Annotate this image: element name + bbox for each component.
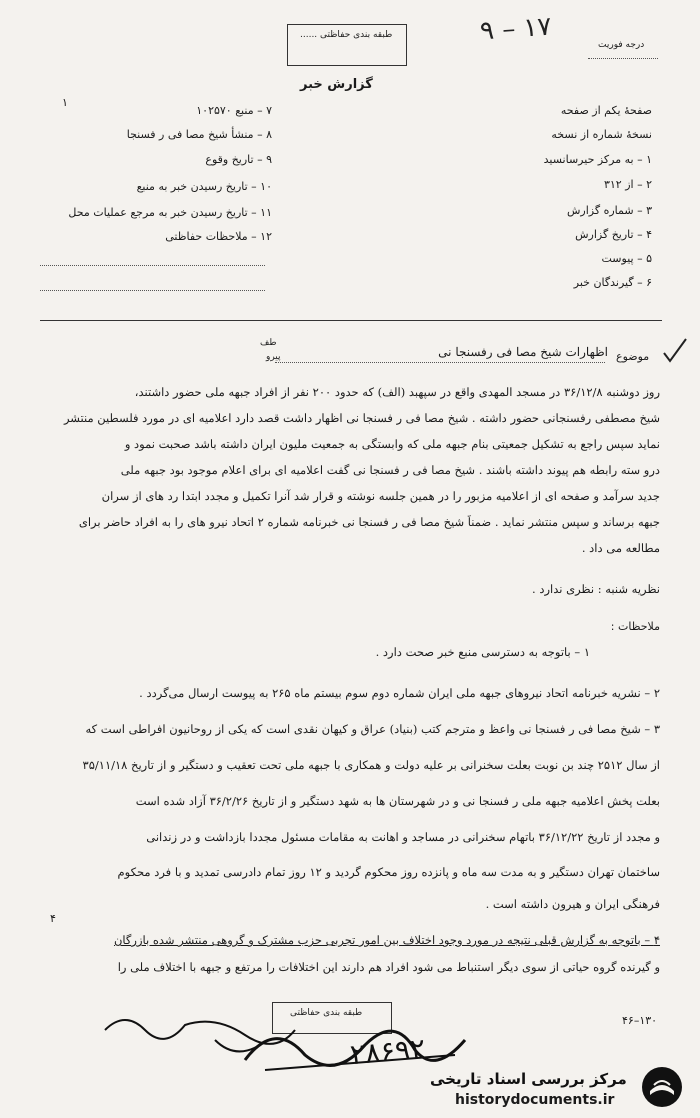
field-event-date: ۹ – تاریخ وقوع [205,153,272,166]
field-to: ۱ – به مرکز حیرسانسید [543,153,652,166]
field-source: ۷ – منبع ۱۰۲۵۷۰ [196,104,272,117]
handwritten-top-code: ۹ – ۱۷ [479,11,553,47]
urgency-dots [588,58,658,59]
field-report-number: ۳ – شماره گزارش [566,204,652,217]
body-line: درو سته رابطه هم پیوند داشته باشند . شیخ مصا فی ر فسنجا نی گفت اعلامیه ای برای اعلام موجود بود جبهه ملی [120,463,660,477]
notes-dots-1 [40,265,265,266]
note-line: از سال ۲۵۱۲ چند بن نوبت بعلت سخنرانی بر علیه دولت و همکاری با جبهه ملی تحت تعقیب و دستگیر و از تاریخ ۳۵/۱۱/۱۸ [82,758,660,772]
doc-code: ۴۶–۱۳۰ [622,1014,658,1027]
note-line: ساختمان تهران دستگیر و به مدت سه ماه و پانزده روز محکوم گردید و ۱۲ روز تمام دادرسی تمدید و با فرد محکوم [117,865,660,879]
urgency-label: درجه فوریت [598,40,645,50]
field-page: صفحهٔ یکم از صفحه [560,104,652,117]
subject-text: اظهارات شیخ مصا فی رفسنجا نی [438,345,608,359]
classification-label: طبقه بندی حفاظتی ...... [300,30,393,40]
evaluation-line: نظریه شنبه : نظری ندارد . [532,582,660,596]
field-origin: ۸ – منشأ شیخ مصا فی ر فسنجا [126,128,272,141]
archive-url: historydocuments.ir [455,1092,615,1108]
subject-side-note: طف [260,338,277,348]
field-from: ۲ – از ۳۱۲ [603,178,652,191]
note-line: و مجدد از تاریخ ۳۶/۱۲/۲۲ باتهام سخنرانی در مساجد و اهانت به مقامات مسئول مجددا بازداشت و در زندانی [146,830,660,844]
subject-label: موضوع [616,350,650,363]
note-line: بعلت پخش اعلامیه جبهه ملی ر فسنجا نی و در شهرستان ها به شهد دستگیر و از تاریخ ۳۶/۲/۲۶ آزاد شده است [135,794,660,808]
note4-line: ۴ – باتوجه به گزارش قبلی نتیجه در مورد وجود اختلاف بین امور تجربی حزب مشترک و گروهی منتشر شده بازرگان [113,933,660,947]
header-divider [40,320,662,321]
archive-logo [640,1065,684,1109]
page-number: ۱ [62,96,68,109]
book-logo-icon [640,1065,684,1109]
body-line: جدید سرآمد و صفحه ای از اعلامیه مزبور را در همین جلسه نوشته و قرار شد آنرا تکمیل و مجدد ابتدا رد های از سران [101,489,660,503]
checkmark-icon [660,335,690,365]
signature-icon [95,1000,485,1085]
subject-dots [275,362,605,363]
field-copy: نسخهٔ شماره از نسخه [551,128,652,141]
note-line: فرهنگی ایران و هیرون داشته است . [485,897,660,911]
subject-side-note-2: پیرو [266,352,281,362]
note-line: ۳ – شیخ مصا فی ر فسنجا نی واعظ و مترجم کتب (بنیاد) عراق و کیهان نقدی است که یکی از روحانیون افراطی است که [85,722,660,736]
notes-dots-2 [40,290,265,291]
notes-label: ملاحظات : [610,620,660,633]
field-attachment: ۵ – پیوست [601,252,652,265]
footer-classification-label: طبقه بندی حفاظتی [290,1008,363,1018]
body-line: شیخ مصطفی رفسنجانی حضور داشته . شیخ مصا فی ر فسنجا نی اظهار داشت قصد دارد اعلامیه ای در مورد فلسطین منتشر [63,411,660,425]
field-report-date: ۴ – تاریخ گزارش [575,228,652,241]
handwritten-number: ۲۸۶۹۲ [348,1031,427,1072]
note-line: ۲ – نشریه خبرنامه اتحاد نیروهای جبهه ملی ایران شماره دوم سوم بیستم ماه ۲۶۵ به پیوست ارسال می‌گردد . [139,686,660,700]
field-recipients: ۶ – گیرندگان خبر [573,276,652,289]
field-security-notes: ۱۲ – ملاحظات حفاظتی [165,230,272,243]
archive-name: مرکز بررسی اسناد تاریخی [430,1070,627,1088]
note4-line: و گیرنده گروه حیاتی از سوی دیگر استنباط می شود افراد هم دارند این اختلافات را مرتفع و جبهه با اختلاف ملی را [117,960,660,974]
body-line: روز دوشنبه ۳۶/۱۲/۸ در مسجد المهدی واقع در سپهبد (الف) که حدود ۲۰۰ نفر از افراد جبهه ملی حضور داشتند، [134,385,660,399]
field-date-received-local: ۱۱ – تاریخ رسیدن خبر به مرجع عملیات محل [68,206,272,219]
body-line: نماید سپس راجع به تشکیل جمعیتی بنام جبهه ملی که وابستگی به جمعیت ملیون ایران داشته باشد صحبت نمود و [124,437,660,451]
note4-number: ۴ [50,912,56,925]
body-line: مطالعه می داد . [581,541,660,555]
note-line: ۱ – باتوجه به دسترسی منبع خبر صحت دارد . [375,645,590,659]
body-line: جبهه برساند و سپس منتشر نماید . ضمناً شیخ مصا فی ر فسنجا نی خبرنامه شماره ۲ اتحاد نیرو های را به افراد حاضر برای [78,515,660,529]
field-date-received-source: ۱۰ – تاریخ رسیدن خبر به منبع [136,180,272,193]
report-title: گزارش خبر [300,77,373,92]
